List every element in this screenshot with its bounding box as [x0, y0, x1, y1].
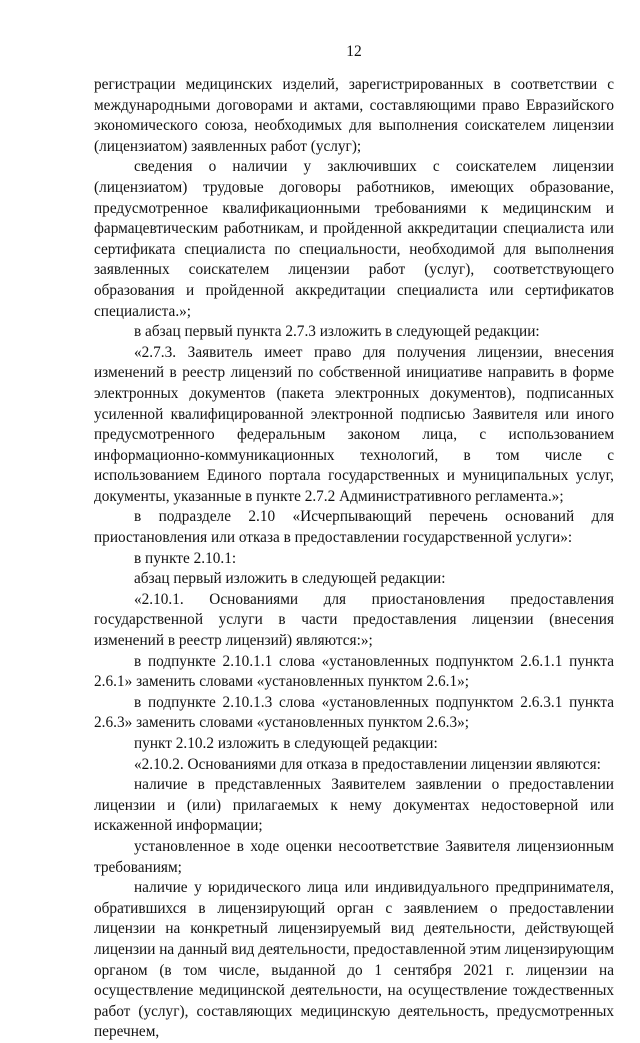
paragraph: в пункте 2.10.1:: [134, 549, 237, 567]
paragraph: «2.10.1. Основаниями для приостановления предоставления государственной услуги в части предоставления лицензии (внесения изменений в реестр лицензий) являются:»;: [94, 590, 614, 650]
paragraph: в подпункте 2.10.1.3 слова «установленных подпунктом 2.6.3.1 пункта 2.6.3» заменить словами «установленных пунктом 2.6.3»;: [94, 693, 614, 732]
paragraph: наличие в представленных Заявителем заявлении о предоставлении лицензии и (или) прилагаемых к нему документах недостоверной или искаженной информации;: [94, 776, 614, 835]
paragraph: установленное в ходе оценки несоответствие Заявителя лицензионным требованиям;: [94, 837, 614, 876]
paragraph: в подразделе 2.10 «Исчерпывающий перечень оснований для приостановления или отказа в предоставлении государственной услуги»:: [94, 508, 614, 547]
paragraph: «2.7.3. Заявитель имеет право для получения лицензии, внесения изменений в реестр лицензий по собственной инициативе направить в форме электронных документов (пакета электронных документов), подписанных усиленной квалифицированной электронной подписью Заявителя или иного предусмотренного федеральным законом лица, с использованием информационно-коммуникационных технологий, в том числе с использованием Единого портала государственных и муниципальных услуг, документы, указанные в пункте 2.7.2 Административного регламента.»;: [94, 343, 614, 505]
paragraph: абзац первый изложить в следующей редакции:: [134, 570, 446, 588]
paragraph: регистрации медицинских изделий, зарегистрированных в соответствии с международными договорами и актами, составляющими право Евразийского экономического союза, необходимых для выполнения соискателем лицензии (лицензиатом) заявленных работ (услуг);: [94, 76, 614, 155]
paragraph: наличие у юридического лица или индивидуального предпринимателя, обратившихся в лицензирующий орган с заявлением о предоставлении лицензии на конкретный лицензируемый вид деятельности, действующей лицензии на данный вид деятельности, предоставленной этим лицензирующим органом (в том числе, выданной до 1 сентября 2021 г. лицензии на осуществление медицинской деятельности, на осуществление тождественных работ (услуг), составляющих медицинскую деятельность, предусмотренных перечнем,: [94, 879, 614, 1041]
paragraph: «2.10.2. Основаниями для отказа в предоставлении лицензии являются:: [134, 755, 601, 773]
page-number: 12: [346, 43, 362, 60]
paragraph: пункт 2.10.2 изложить в следующей редакции:: [134, 735, 438, 752]
paragraph: сведения о наличии у заключивших с соискателем лицензии (лицензиатом) трудовые договоры работников, имеющих образование, предусмотренное квалификационными требованиями к медицинским и фармацевтическим работникам, и пройденной аккредитации специалиста или сертификата специалиста по специальности, необходимой для выполнения заявленных соискателем лицензии работ (услуг), соответствующего образования и пройденной аккредитации специалиста или сертификатов специалиста.»;: [94, 158, 614, 320]
document-body: [94, 75, 614, 1043]
paragraph: в подпункте 2.10.1.1 слова «установленных подпунктом 2.6.1.1 пункта 2.6.1» заменить словами «установленных пунктом 2.6.1»;: [94, 652, 614, 691]
paragraph: в абзац первый пункта 2.7.3 изложить в следующей редакции:: [134, 323, 540, 341]
